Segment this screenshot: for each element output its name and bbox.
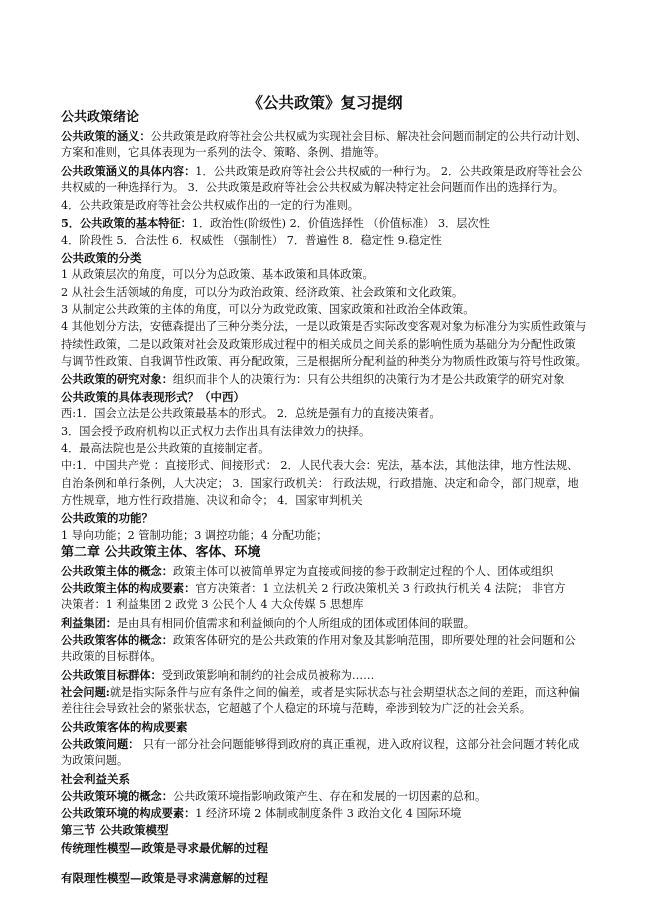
line-text: 自治条例和单行条例，人大决定； 3．国家行政机关： 行政法规，行政措施、决定和命令，部门规章，地 — [61, 477, 579, 490]
text-line — [61, 319, 601, 335]
line-text: 持续性政策，二是以政策对社会及政策形成过程中的相关成员之间关系的影响性质为基础分为分配性政策 — [61, 338, 576, 351]
line-text: 社会利益关系 — [61, 772, 130, 786]
line-text: 1．公共政策是政府等社会公共权威的一种行为。 2．公共政策是政府等社会公 — [195, 165, 583, 178]
text-line — [61, 753, 601, 769]
subsection-heading — [61, 771, 601, 787]
line-text: 受到政策影响和制约的社会成员被称为…… — [161, 669, 375, 682]
line-text: 方案和准则，它具体表现为一系列的法令、策略、条例、措施等。 — [61, 146, 386, 159]
document-title: 《公共政策》复习提纲 — [247, 93, 403, 112]
term-label: 公共政策主体的构成要素： — [61, 581, 196, 595]
subsection-heading — [61, 719, 601, 735]
line-text: 只有一部分社会问题能够得到政府的真正重视，进入政府议程，这部分社会问题才转化成 — [139, 738, 580, 751]
text-line — [61, 563, 601, 580]
term-label: 公共政策的研究对象： — [61, 372, 173, 386]
line-text: 就是指实际条件与应有条件之间的偏差，或者是实际状态与社会期望状态之间的差距，而这种偏 — [109, 686, 580, 699]
line-text: 公共政策绪论 — [61, 110, 140, 125]
line-text: 决策者：1 利益集团 2 政党 3 公民个人 4 大众传媒 5 思想库 — [61, 598, 364, 611]
text-line — [61, 354, 601, 370]
text-line — [61, 701, 601, 717]
term-label: 公共政策的涵义： — [61, 129, 151, 143]
line-text: 1 导向功能；2 管制功能；3 调控功能；4 分配功能； — [61, 529, 328, 542]
term-label: 5．公共政策的基本特征： — [61, 216, 192, 230]
line-text: 是由具有相同价值需求和利益倾向的个人所组成的团体或团体间的联盟。 — [116, 617, 475, 630]
text-line — [61, 441, 601, 457]
term-label: 公共政策目标群体： — [61, 668, 162, 682]
line-text: 3．国会授予政府机构以正式权力去作出具有法律效力的抉择。 — [61, 425, 371, 438]
line-text: 共权威的一种选择行为。 3．公共政策是政府等社会公共权威为解决特定社会问题而作出的选择行为。 — [61, 181, 564, 194]
text-line — [61, 805, 601, 822]
line-text: 4．公共政策是政府等社会公共权威作出的一定的行为准则。 — [61, 199, 359, 212]
line-text: 1．政治性(阶级性) 2．价值选择性 （价值标准） 3．层次性 — [191, 217, 490, 230]
text-line — [61, 736, 601, 753]
line-text: 公共政策客体的构成要素 — [61, 720, 188, 734]
line-text: 第二章 公共政策主体、客体、环境 — [61, 545, 261, 560]
line-text: 公共政策的功能？ — [61, 511, 153, 525]
term-label: 公共政策涵义的具体内容： — [61, 164, 196, 178]
text-line — [61, 163, 601, 180]
term-label: 公共政策主体的概念： — [61, 564, 173, 578]
text-line — [61, 371, 601, 388]
subsection-heading — [61, 510, 601, 526]
section-heading — [61, 110, 601, 126]
line-text: 传统理性模型—政策是寻求最优解的过程 — [61, 841, 268, 855]
subsection-heading — [61, 389, 601, 405]
text-line — [61, 632, 601, 649]
text-line — [61, 667, 601, 684]
line-text: 3 从制定公共政策的主体的角度，可以分为政党政策、国家政策和社政治全体政策。 — [61, 303, 475, 316]
line-text: 2 从社会生活领域的角度，可以分为政治政策、经济政策、社会政策和文化政策。 — [61, 286, 464, 299]
term-label: 利益集团： — [61, 616, 117, 630]
text-line — [61, 406, 601, 422]
line-text: 公共政策的分类 — [61, 251, 142, 265]
term-label: 公共政策客体的概念： — [61, 633, 173, 647]
term-label: 公共政策问题： — [61, 737, 140, 751]
line-text: 4．最高法院也是公共政策的直接制定者。 — [61, 442, 270, 455]
term-label: 公共政策环境的概念： — [61, 789, 173, 803]
text-line — [61, 285, 601, 301]
subsection-heading — [61, 840, 601, 856]
line-text: 第三节 公共政策模型 — [61, 823, 169, 837]
line-text: 公共政策是政府等社会公共权威为实现社会目标、解决社会问题而制定的公共行动计划、 — [150, 130, 587, 143]
line-text: 1 经济环境 2 体制或制度条件 3 政治文化 4 国际环境 — [195, 807, 462, 820]
text-line — [61, 302, 601, 318]
text-line — [61, 337, 601, 353]
line-text: 中:1．中国共产党 ：直接形式、间接形式： 2．人民代表大会：宪法，基本法，其他法律，地方性法规、 — [61, 459, 579, 472]
text-line — [61, 476, 601, 492]
text-line — [61, 597, 601, 613]
line-text: 4 其他划分方法，安德森提出了三种分类分法，一是以政策是否实际改变客观对象为标准分为实质性政策与 — [61, 320, 587, 333]
line-text: 差往往会导致社会的紧张状态，它超越了个人稳定的环境与范畴，牵涉到较为广泛的社会关系。 — [61, 702, 531, 715]
line-text: 1 从政策层次的角度，可以分为总政策、基本政策和具体政策。 — [61, 268, 374, 281]
line-text: 公共政策的具体表现形式？（中西） — [61, 390, 245, 404]
text-line — [61, 215, 601, 232]
text-line — [61, 580, 601, 597]
text-line — [61, 424, 601, 440]
text-line — [61, 528, 601, 544]
text-line — [61, 267, 601, 283]
line-text: 组织而非个人的决策行为：只有公共组织的决策行为才是公共政策学的研究对象 — [172, 373, 565, 386]
term-label: 公共政策环境的构成要素： — [61, 806, 196, 820]
subsection-heading — [61, 870, 601, 886]
line-text: 共政策的目标群体。 — [61, 650, 162, 663]
text-line — [61, 615, 601, 632]
line-text: 政策客体研究的是公共政策的作用对象及其影响范围，即所要处理的社会问题和公 — [172, 634, 576, 647]
text-line — [61, 458, 601, 474]
line-text: 公共政策环境指影响政策产生、存在和发展的一切因素的总和。 — [172, 790, 487, 803]
line-text: 方性规章，地方性行政措施、决议和命令； 4．国家审判机关 — [61, 494, 363, 507]
line-text: 与调节性政策、自我调节性政策、再分配政策，三是根据所分配利益的种类分为物质性政策与符号性政策。 — [61, 355, 587, 368]
text-line — [61, 145, 601, 161]
term-label: 社会问题: — [61, 685, 110, 699]
line-text: 政策主体可以被简单界定为直接或间接的参于政制定过程的个人、团体或组织 — [172, 565, 554, 578]
line-text: 4．阶段性 5．合法性 6．权威性 （强制性） 7．普遍性 8．稳定性 9.稳定性 — [61, 234, 442, 247]
text-line — [61, 684, 601, 701]
text-line — [61, 233, 601, 249]
line-text: 官方决策者：1 立法机关 2 行政决策机关 3 行政执行机关 4 法院； 非官方 — [195, 582, 566, 595]
subsection-heading — [61, 822, 601, 838]
text-line — [61, 649, 601, 665]
text-line — [61, 788, 601, 805]
subsection-heading — [61, 250, 601, 266]
section-heading — [61, 545, 601, 561]
line-text: 西:1．国会立法是公共政策最基本的形式。 2．总统是强有力的直接决策者。 — [61, 407, 441, 420]
text-line — [61, 198, 601, 214]
text-line — [61, 128, 601, 145]
line-text: 为政策问题。 — [61, 754, 129, 767]
text-line — [61, 180, 601, 196]
line-text: 有限理性模型—政策是寻求满意解的过程 — [61, 871, 268, 885]
text-line — [61, 493, 601, 509]
